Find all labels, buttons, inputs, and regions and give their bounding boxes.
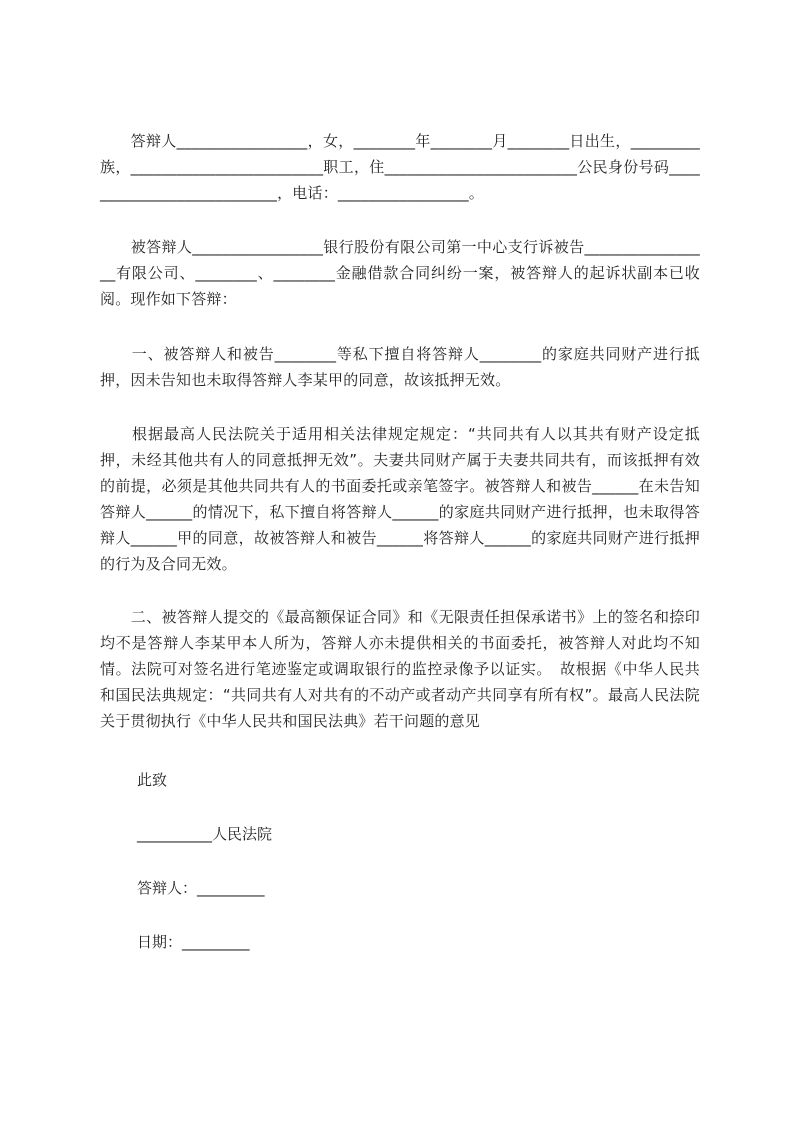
respondent-info-paragraph: 答辩人_________________，女，________年________月________日出生，_________族，_________________________职工，住_________________________公民身份号码___________________________，电话：_________________。 [100,132,700,202]
point-one-paragraph: 一、被答辩人和被告________等私下擅自将答辩人________的家庭共同财产进行抵押，因未告知也未取得答辩人李某甲的同意，故该抵押无效。 [100,345,700,389]
closing-line: 此致 [137,771,168,789]
point-two-paragraph: 二、被答辩人提交的《最高额保证合同》和《无限责任担保承诺书》上的签名和捺印均不是答辩人李某甲本人所为，答辩人亦未提供相关的书面委托，被答辩人对此均不知情。法院可对签名进行笔迹鉴定或调取银行的监控录像予以证实。 故根据《中华人民共和国民法典规定：“共同共有人对共有的不动产或者动产共同享有所有权”。最高人民法院关于贯彻执行《中华人民共和国民法典》若干问题的意见 [100,608,700,730]
date-line: 日期：_________ [137,933,250,951]
legal-basis-paragraph: 根据最高人民法院关于适用相关法律规定规定：“共同共有人以其共有财产设定抵押，未经其他共有人的同意抵押无效”。夫妻共同财产属于夫妻共同共有，而该抵押有效的前提，必须是其他共同共有人的书面委托或亲笔签字。被答辩人和被告______在未告知答辩人______的情况下，私下擅自将答辩人______的家庭共同财产进行抵押，也未取得答辩人______甲的同意，故被答辩人和被告______将答辩人______的家庭共同财产进行抵押的行为及合同无效。 [100,425,700,573]
signature-line: 答辩人：_________ [137,879,265,897]
court-line: __________人民法院 [137,825,273,843]
intro-paragraph: 被答辩人_________________银行股份有限公司第一中心支行诉被告_________________有限公司、________、________金融借款合同纠纷一案，被答辩人的起诉状副本已收阅。现作如下答辩： [100,238,700,308]
